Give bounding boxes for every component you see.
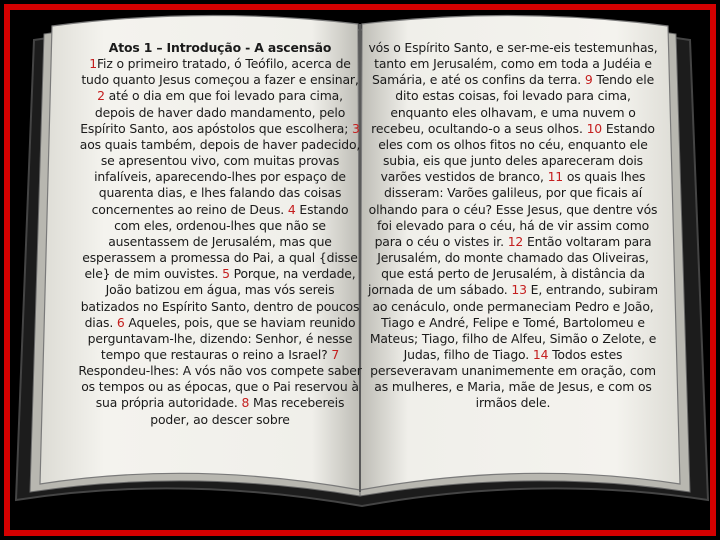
verse-text: aos quais também, depois de haver padecido, se apresentou vivo, com muitas provas infalíveis, aparecendo-lhes por espaço de quarenta dias, e lhes falando das coisas concernentes ao reino de Deus. (79, 136, 361, 217)
verse-text: Tendo ele dito estas coisas, foi levado para cima, enquanto eles olhavam, e uma nuvem o recebeu, ocultando-o a seus olhos. (371, 72, 655, 136)
verse-number: 2 (97, 88, 105, 104)
verse-number: 9 (584, 72, 593, 88)
verse-text: Estando eles com os olhos fitos no céu, enquanto ele subia, eis que junto deles apareceram dois varões vestidos de branco, (378, 120, 655, 185)
verse-number: 5 (222, 266, 230, 282)
verse-number: 11 (547, 169, 564, 185)
verse-text: Porque, na verdade, João batizou em água, mas vós sereis batizados no Espírito Santo, dentro de poucos dias. (80, 266, 360, 330)
verse-number: 7 (331, 346, 340, 362)
verse-number: 8 (241, 395, 250, 411)
verse-text: E, entrando, subiram ao cenáculo, onde permaneciam Pedro e João, Tiago e André, Felipe e Tomé, Bartolomeu e Mateus; Tiago, filho de Alfeu, Simão o Zelote, e Judas, filho de Tiago. (369, 282, 658, 362)
verse-number: 14 (532, 346, 549, 362)
verse-number: 1 (89, 56, 97, 72)
verse-text: Todos estes perseveravam unanimemente em oração, com as mulheres, e Maria, mãe de Jesus, e com os irmãos dele. (370, 346, 656, 411)
verse-text: Respondeu-lhes: A vós não vos compete saber os tempos ou as épocas, que o Pai reservou à sua própria autoridade. (78, 363, 362, 411)
verse-text: Estando com eles, ordenou-lhes que não se ausentassem de Jerusalém, mas que esperassem a promessa do Pai, a qual {disse ele} de mim ouvistes. (82, 201, 358, 282)
left-page-text (78, 40, 362, 428)
verse-number: 4 (287, 201, 296, 217)
verse-number: 10 (586, 120, 603, 136)
verse-number: 12 (507, 233, 524, 249)
verse-number: 6 (116, 314, 125, 330)
right-page-text (368, 40, 658, 412)
verse-text: Mas recebereis poder, ao descer sobre (150, 395, 345, 427)
verse-text: Fiz o primeiro tratado, ó Teófilo, acerca de tudo quanto Jesus começou a fazer e ensinar, (81, 56, 359, 88)
verse-text: Então voltaram para Jerusalém, do monte chamado das Oliveiras, que está perto de Jerusalém, à distância da jornada de um sábado. (368, 233, 652, 298)
verse-number: 3 (352, 120, 360, 136)
verse-number: 13 (511, 282, 527, 298)
verse-text: até o dia em que foi levado para cima, depois de haver dado mandamento, pelo Espírito Santo, aos apóstolos que escolhera; (80, 88, 353, 136)
chapter-title: Atos 1 – Introdução - A ascensão (108, 40, 332, 55)
verse-text: Aqueles, pois, que se haviam reunido perguntavam-lhe, dizendo: Senhor, é nesse tempo que restauras o reino a Israel? (87, 314, 356, 362)
verse-text: vós o Espírito Santo, e ser-me-eis testemunhas, tanto em Jerusalém, como em toda a Judéia e Samária, e até os confins da terra. (368, 40, 658, 88)
verse-text: os quais lhes disseram: Varões galileus, por que ficais aí olhando para o céu? Esse Jesus, que dentre vós foi elevado para o céu, há de vir assim como para o céu o vistes ir. (368, 169, 658, 249)
